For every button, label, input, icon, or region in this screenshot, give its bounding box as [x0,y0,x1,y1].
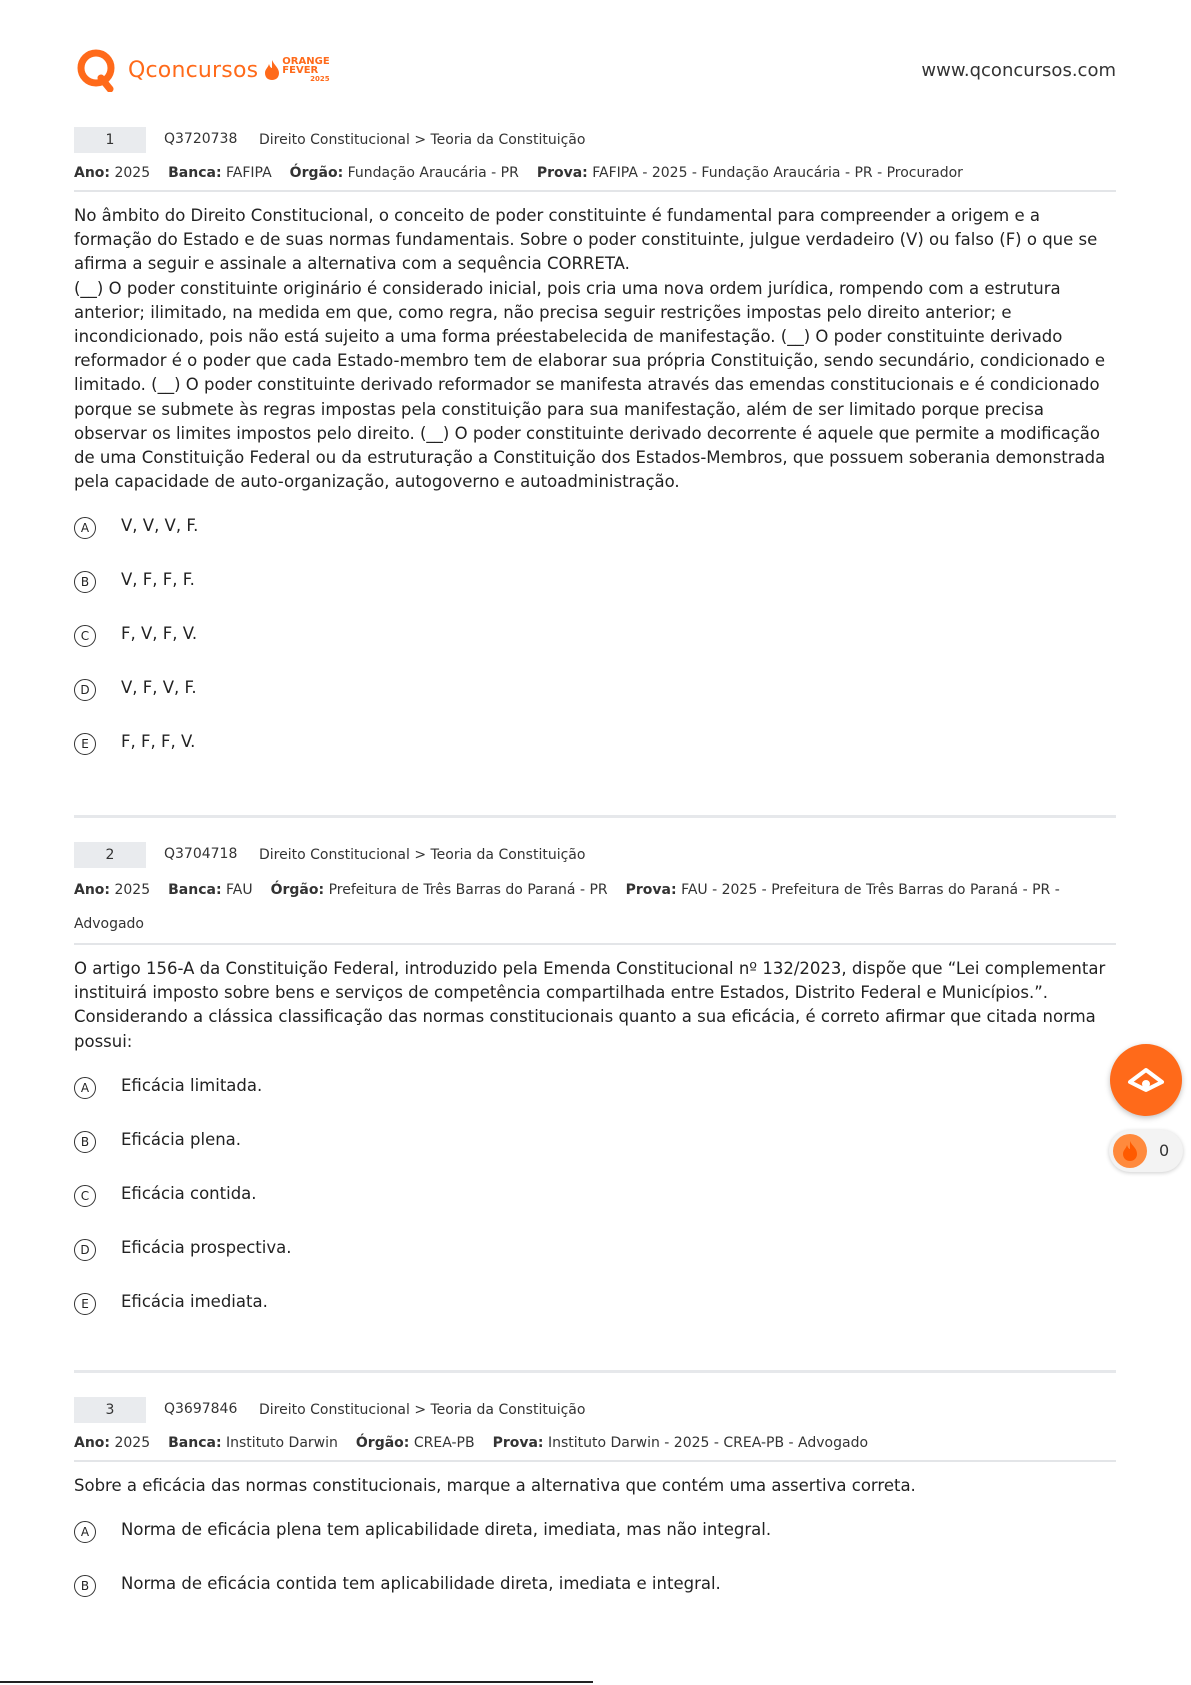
option-b[interactable] [74,568,1116,622]
question-statement: No âmbito do Direito Constitucional, o conceito de poder constituinte é fundamental para compreender a origem e a formação do Estado e de suas normas fundamentais. Sobre o poder constituinte, julgue verdadeiro (V) ou falso (F) o que se afirma a seguir e assinale a alternativa com a sequência CORRETA. [74,206,1098,274]
question-id[interactable]: Q3704718 [164,846,238,862]
option-letter[interactable]: A [74,1521,96,1543]
question-statement-items: (__) O poder constituinte originário é considerado inicial, pois cria uma nova ordem jurídica, rompendo com a estrutura anterior; ilimitado, na medida em que, como regra, não precisa seguir restrições impostas pelo direito anterior; e incondicionado, pois não está sujeito a uma forma préestabelecida de manifestação. (__) O poder constituinte derivado reformador é o poder que cada Estado-membro tem de elaborar sua própria Constituição, sendo secundário, condicionado e limitado. (__) O poder constituinte derivado reformador se manifesta através das emendas constitucionais e é condicionado porque se submete às regras impostas pela constituição para sua manifestação, além de ser limitado porque precisa observar os limites impostos pelo direito. (__) O poder constituinte derivado decorrente é aquele que permite a modificação de uma Constituição Federal ou da estruturação a Constituição dos Estados-Membros, que possuem soberania demonstrada pela capacidade de auto-organização, autogoverno e autoadministração. [74,278,1106,492]
option-letter[interactable]: B [74,1131,96,1153]
banca-value: FAU [226,882,253,898]
question-subject[interactable]: Direito Constitucional > Teoria da Constituição [259,132,586,148]
site-url[interactable]: www.qconcursos.com [921,60,1116,81]
ano-value: 2025 [114,1435,151,1451]
fever-line1: ORANGE [282,55,330,67]
ano-value: 2025 [114,882,151,898]
option-a[interactable] [74,514,1116,568]
question-1 [74,127,1116,784]
banca-value: FAFIPA [226,165,272,181]
option-text: Eficácia limitada. [121,1075,263,1095]
options-list [74,1518,1116,1626]
prova-value: FAU - 2025 - Prefeitura de Três Barras do Paraná - PR - Advogado [74,882,1060,932]
prova-value: FAFIPA - 2025 - Fundação Araucária - PR - Procurador [592,165,963,181]
study-assistant-button[interactable] [1110,1044,1182,1116]
divider-rule [74,190,1116,192]
orgao-value: Prefeitura de Três Barras do Paraná - PR [328,882,608,898]
option-a[interactable] [74,1518,1116,1572]
orgao-value: Fundação Araucária - PR [347,165,519,181]
option-letter[interactable]: D [74,679,96,701]
option-b[interactable] [74,1128,1116,1182]
option-e[interactable] [74,1290,1116,1344]
options-list [74,514,1116,784]
question-separator [74,815,1116,818]
question-statement: Sobre a eficácia das normas constitucionais, marque a alternativa que contém uma assertiva correta. [74,1476,916,1495]
option-letter[interactable]: C [74,1185,96,1207]
option-text: Eficácia contida. [121,1183,257,1203]
option-text: Eficácia plena. [121,1129,242,1149]
orgao-label: Órgão: [270,882,325,898]
question-number: 1 [74,127,146,153]
orgao-value: CREA-PB [413,1435,475,1451]
ano-label: Ano: [74,165,111,181]
orgao-label: Órgão: [289,165,344,181]
ano-label: Ano: [74,1435,111,1451]
option-letter[interactable]: C [74,625,96,647]
question-3 [74,1397,1116,1626]
banca-label: Banca: [168,165,222,181]
option-letter[interactable]: A [74,517,96,539]
page-bottom-rule [0,1681,593,1683]
option-text: Eficácia prospectiva. [121,1237,292,1257]
question-meta [74,158,1116,188]
option-letter[interactable]: B [74,571,96,593]
question-statement: O artigo 156-A da Constituição Federal, introduzido pela Emenda Constitucional nº 132/2023, dispõe que “Lei complementar instituirá imposto sobre bens e serviços de competência compartilhada entre Estados, Distrito Federal e Municípios.”. Considerando a clássica classificação das normas constitucionais quanto a sua eficácia, é correto afirmar que citada norma possui: [74,959,1106,1051]
prova-label: Prova: [625,882,677,898]
option-text: V, F, V, F. [121,678,197,698]
logo-text: Qconcursos [128,57,259,83]
prova-value: Instituto Darwin - 2025 - CREA-PB - Advogado [547,1435,869,1451]
option-d[interactable] [74,1236,1116,1290]
option-letter[interactable]: E [74,733,96,755]
assistant-hat-icon [1110,1044,1182,1116]
prova-label: Prova: [536,165,588,181]
fire-count: 0 [1159,1141,1170,1160]
question-number: 2 [74,842,146,868]
option-c[interactable] [74,1182,1116,1236]
qconcursos-logo-icon [74,48,118,92]
option-text: Norma de eficácia contida tem aplicabilidade direta, imediata e integral. [121,1574,721,1594]
banca-label: Banca: [168,1435,222,1451]
banca-value: Instituto Darwin [226,1435,338,1451]
option-e[interactable] [74,730,1116,784]
option-text: V, V, V, F. [121,516,199,536]
divider-rule [74,1460,1116,1462]
question-separator [74,1370,1116,1373]
question-text [74,204,1116,494]
prova-label: Prova: [492,1435,544,1451]
option-c[interactable] [74,622,1116,676]
question-subject[interactable]: Direito Constitucional > Teoria da Constituição [259,1402,586,1418]
fever-year: 2025 [310,74,330,83]
divider-rule [74,943,1116,945]
option-letter[interactable]: D [74,1239,96,1261]
option-text: F, V, F, V. [121,624,198,644]
question-meta [74,1428,1116,1458]
orange-fever-badge [264,57,329,84]
ano-value: 2025 [114,165,151,181]
fever-line2: FEVER [282,64,319,76]
question-id[interactable]: Q3720738 [164,131,238,147]
option-text: F, F, F, V. [121,732,196,752]
option-d[interactable] [74,676,1116,730]
option-letter[interactable]: B [74,1575,96,1597]
question-number: 3 [74,1397,146,1423]
qconcursos-logo[interactable] [74,48,330,92]
question-meta [74,873,1116,941]
page-header [74,48,1116,98]
option-b[interactable] [74,1572,1116,1626]
flame-icon [264,59,280,81]
question-2 [74,842,1116,1344]
flame-icon [1113,1134,1147,1168]
option-letter[interactable]: A [74,1077,96,1099]
option-a[interactable] [74,1074,1116,1128]
option-text: Norma de eficácia plena tem aplicabilidade direta, imediata, mas não integral. [121,1520,772,1540]
option-letter[interactable]: E [74,1293,96,1315]
fire-streak-widget[interactable] [1109,1130,1183,1172]
options-list [74,1074,1116,1344]
banca-label: Banca: [168,882,222,898]
ano-label: Ano: [74,882,111,898]
option-text: V, F, F, F. [121,570,195,590]
orgao-label: Órgão: [355,1435,410,1451]
question-subject[interactable]: Direito Constitucional > Teoria da Constituição [259,847,586,863]
option-text: Eficácia imediata. [121,1291,268,1311]
question-id[interactable]: Q3697846 [164,1401,238,1417]
